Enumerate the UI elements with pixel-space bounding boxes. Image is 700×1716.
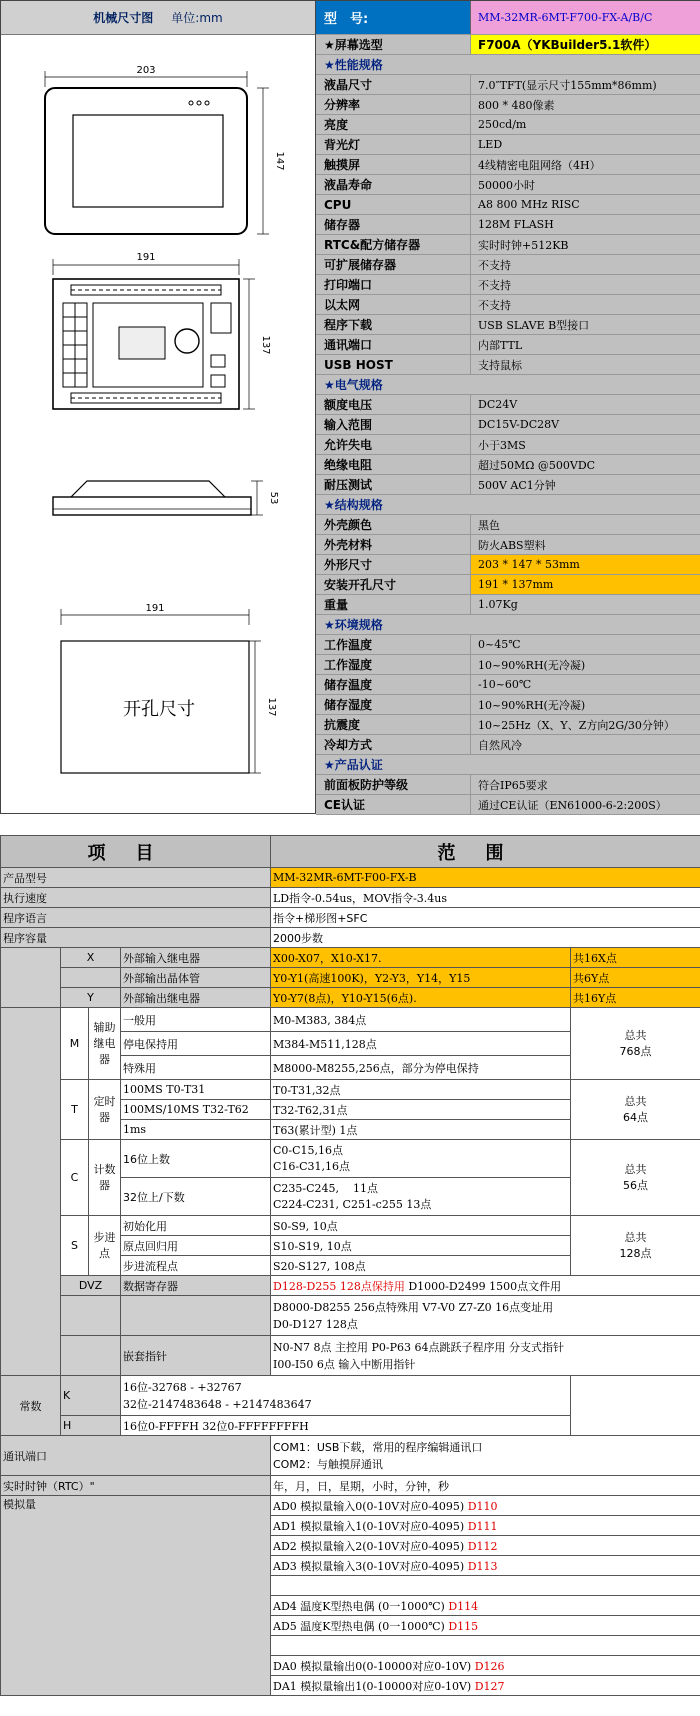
- model-value: MM-32MR-6MT-F00-FX-B: [271, 868, 700, 888]
- spec-section-title: ★性能规格: [316, 55, 700, 74]
- table-row: [1, 988, 700, 1008]
- x-total: 共16X点: [571, 948, 700, 968]
- analog-register: D115: [448, 1619, 479, 1633]
- m2-name: 停电保持用: [121, 1032, 271, 1056]
- spec-section-title: ★产品认证: [316, 755, 700, 774]
- analog-register: D126: [474, 1659, 505, 1673]
- lang-value: 指令+梯形图+SFC: [271, 908, 700, 928]
- spec-value: F700A（YKBuilder5.1软件）: [471, 35, 700, 54]
- drawing-title: 机械尺寸图: [93, 11, 154, 25]
- spec-row: [316, 775, 700, 795]
- p-value: [271, 1336, 700, 1376]
- spec-value: 自然风冷: [471, 735, 700, 754]
- spec-key: 重量: [316, 595, 471, 614]
- header-range: 范围: [271, 836, 700, 868]
- spec-row: [316, 195, 700, 215]
- spec-row: [316, 215, 700, 235]
- front-view-drawing: [45, 65, 285, 234]
- spec-row: [316, 575, 700, 595]
- spec-key: 工作温度: [316, 635, 471, 654]
- spec-row: [316, 135, 700, 155]
- s3-name: 步进流程点: [121, 1256, 271, 1276]
- table-row: [1, 1296, 700, 1336]
- spec-key: 外形尺寸: [316, 555, 471, 574]
- spec-row: [316, 75, 700, 95]
- drawing-header: [1, 1, 315, 35]
- spec-key: 输入范围: [316, 415, 471, 434]
- spec-row: [316, 595, 700, 615]
- spec-key: RTC&配方储存器: [316, 235, 471, 254]
- table-row: [1, 1336, 700, 1376]
- spec-row: [316, 635, 700, 655]
- spec-key: 储存器: [316, 215, 471, 234]
- analog-value: [271, 1616, 700, 1636]
- spec-row: [316, 515, 700, 535]
- spec-key: 可扩展储存器: [316, 255, 471, 274]
- m1-range: M0-M383, 384点: [271, 1008, 571, 1032]
- table-row: [1, 888, 700, 908]
- spec-row: [316, 155, 700, 175]
- spec-row: [316, 95, 700, 115]
- d1-value: [271, 1276, 700, 1296]
- t2-range: T32-T62,31点: [271, 1100, 571, 1120]
- spec-key: 耐压测试: [316, 475, 471, 494]
- s2-range: S10-S19, 10点: [271, 1236, 571, 1256]
- comm-label: 通讯端口: [1, 1436, 271, 1476]
- spec-value: 防火ABS塑料: [471, 535, 700, 554]
- spec-key: 打印端口: [316, 275, 471, 294]
- analog-text: AD5 温度K型热电偶 (0一1000℃): [273, 1619, 449, 1633]
- mechanical-drawings: [1, 35, 315, 813]
- rtc-label: 实时时钟（RTC）": [1, 1476, 271, 1496]
- analog-value: [271, 1676, 700, 1696]
- spec-value: 10~90%RH(无冷凝): [471, 695, 700, 714]
- side-depth-label: 53: [268, 491, 279, 505]
- spec-model-value: MM-32MR-6MT-F700-FX-A/B/C: [471, 1, 700, 34]
- spec-key: 允许失电: [316, 435, 471, 454]
- d2-line1: D8000-D8255 256点特殊用 V7-V0 Z7-Z0 16点变址用: [273, 1300, 554, 1314]
- spec-model-row: [316, 1, 700, 35]
- speed-label: 执行速度: [1, 888, 271, 908]
- d-code: DVZ: [61, 1276, 121, 1296]
- c2-range-b: C224-C231, C251-c255 13点: [273, 1197, 432, 1211]
- analog-value: [271, 1576, 700, 1596]
- p-line2: I00-I50 6点 输入中断用指针: [273, 1357, 416, 1371]
- table-row: [1, 1216, 700, 1236]
- spec-key: 抗震度: [316, 715, 471, 734]
- analog-value: [271, 1556, 700, 1576]
- spec-key: 储存温度: [316, 675, 471, 694]
- spec-key: 触摸屏: [316, 155, 471, 174]
- c2-range: [271, 1178, 571, 1216]
- m3-range: M8000-M8255,256点，部分为停电保持: [271, 1056, 571, 1080]
- k-code: K: [61, 1376, 121, 1416]
- spec-row: [316, 795, 700, 815]
- table-row: [1, 928, 700, 948]
- d2-line2: D0-D127 128点: [273, 1317, 358, 1331]
- spec-row: [316, 355, 700, 375]
- h-value: 16位0-FFFFH 32位0-FFFFFFFFH: [121, 1416, 571, 1436]
- side-view-drawing: [53, 481, 279, 515]
- spec-row: [316, 35, 700, 55]
- y-range: Y0-Y7(8点)，Y10-Y15(6点).: [271, 988, 571, 1008]
- analog-register: D112: [467, 1539, 498, 1553]
- spec-value: 203 * 147 * 53mm: [471, 555, 700, 574]
- t2-name: 100MS/10MS T32-T62: [121, 1100, 271, 1120]
- s-group: 步进点: [89, 1216, 121, 1276]
- analog-text: AD4 温度K型热电偶 (0一1000℃): [273, 1599, 449, 1613]
- s1-name: 初始化用: [121, 1216, 271, 1236]
- s-total: 总共 128点: [571, 1216, 700, 1276]
- table-row: [1, 968, 700, 988]
- lang-label: 程序语言: [1, 908, 271, 928]
- spec-row: [316, 655, 700, 675]
- y-name: 外部输出继电器: [121, 988, 271, 1008]
- m-total: 总共 768点: [571, 1008, 700, 1080]
- comm-value: [271, 1436, 700, 1476]
- spec-value: 50000小时: [471, 175, 700, 194]
- spec-key: ★屏幕选型: [316, 35, 471, 54]
- spec-value: 不支持: [471, 295, 700, 314]
- m1-name: 一般用: [121, 1008, 271, 1032]
- spec-key: 外壳材料: [316, 535, 471, 554]
- y-total: 共16Y点: [571, 988, 700, 1008]
- spec-row: [316, 535, 700, 555]
- c1-range-b: C16-C31,16点: [273, 1159, 351, 1173]
- c2-range-a: C235-C245, 11点: [273, 1181, 379, 1195]
- d1-black: D1000-D2499 1500点文件用: [404, 1279, 562, 1293]
- analog-value: [271, 1516, 700, 1536]
- p-line1: N0-N7 8点 主控用 P0-P63 64点跳跃子程序用 分支式指针: [273, 1340, 564, 1354]
- header-item: 项目: [1, 836, 271, 868]
- spec-row: [316, 295, 700, 315]
- spec-row: [316, 495, 700, 515]
- table-row: [1, 1436, 700, 1476]
- spec-key: 额度电压: [316, 395, 471, 414]
- t3-range: T63(累计型) 1点: [271, 1120, 571, 1140]
- spec-value: 128M FLASH: [471, 215, 700, 234]
- analog-text: DA0 模拟量输出0(0-10000对应0-10V): [273, 1659, 475, 1673]
- spec-value: 250cd/m: [471, 115, 700, 134]
- t-code: T: [61, 1080, 89, 1140]
- c-group: 计数器: [89, 1140, 121, 1216]
- transistor-name: 外部输出晶体管: [121, 968, 271, 988]
- table-row: [1, 868, 700, 888]
- spec-key: 通讯端口: [316, 335, 471, 354]
- m-group: 辅助继电器: [89, 1008, 121, 1080]
- spec-row: [316, 55, 700, 75]
- table-row: [1, 1140, 700, 1178]
- spec-row: [316, 375, 700, 395]
- analog-register: D110: [467, 1499, 498, 1513]
- c-code: C: [61, 1140, 89, 1216]
- spec-row: [316, 675, 700, 695]
- spec-row: [316, 475, 700, 495]
- spec-value: 不支持: [471, 275, 700, 294]
- spec-key: 绝缘电阻: [316, 455, 471, 474]
- analog-text: DA1 模拟量输出1(0-10000对应0-10V): [273, 1679, 475, 1693]
- drawing-unit: 单位:mm: [171, 11, 223, 25]
- front-height-label: 147: [274, 151, 285, 171]
- c2-name: 32位上/下数: [121, 1178, 271, 1216]
- m3-name: 特殊用: [121, 1056, 271, 1080]
- spec-key: 亮度: [316, 115, 471, 134]
- analog-register: D113: [467, 1559, 498, 1573]
- m-code: M: [61, 1008, 89, 1080]
- d-name: 数据寄存器: [121, 1276, 271, 1296]
- c1-name: 16位上数: [121, 1140, 271, 1178]
- spec-value: 0~45℃: [471, 635, 700, 654]
- spec-key: 背光灯: [316, 135, 471, 154]
- x-name: 外部输入继电器: [121, 948, 271, 968]
- k-line2: 32位-2147483648 - +2147483647: [123, 1397, 312, 1411]
- spec-value: 1.07Kg: [471, 595, 700, 614]
- spec-rows: [316, 35, 700, 815]
- spec-value: 内部TTL: [471, 335, 700, 354]
- analog-value: [271, 1656, 700, 1676]
- spec-row: [316, 315, 700, 335]
- spec-row: [316, 695, 700, 715]
- range-header-row: [1, 836, 700, 868]
- model-label: 产品型号: [1, 868, 271, 888]
- spec-value: USB SLAVE B型接口: [471, 315, 700, 334]
- spec-value: 4线精密电阻网络（4H）: [471, 155, 700, 174]
- analog-value: [271, 1496, 700, 1516]
- k-line1: 16位-32768 - +32767: [123, 1380, 242, 1394]
- table-row: [1, 908, 700, 928]
- spec-key: 工作湿度: [316, 655, 471, 674]
- k-value: [121, 1376, 571, 1416]
- m2-range: M384-M511,128点: [271, 1032, 571, 1056]
- analog-value: [271, 1636, 700, 1656]
- spec-row: [316, 335, 700, 355]
- spec-section-title: ★环境规格: [316, 615, 700, 634]
- analog-section: [1, 1496, 700, 1696]
- spec-row: [316, 415, 700, 435]
- spec-key: CPU: [316, 195, 471, 214]
- spec-row: [316, 735, 700, 755]
- analog-text: AD2 模拟量输入2(0-10V对应0-4095): [273, 1539, 468, 1553]
- spec-row: [316, 255, 700, 275]
- spec-key: 以太网: [316, 295, 471, 314]
- front-width-label: 203: [136, 65, 156, 76]
- spec-value: 500V AC1分钟: [471, 475, 700, 494]
- spec-key: USB HOST: [316, 355, 471, 374]
- cutout-width-label: 191: [145, 603, 165, 614]
- c-total: 总共 56点: [571, 1140, 700, 1216]
- analog-value: [271, 1596, 700, 1616]
- rtc-value: 年，月，日，星期，小时，分钟，秒: [271, 1476, 700, 1496]
- spec-row: [316, 715, 700, 735]
- spec-key: 安装开孔尺寸: [316, 575, 471, 594]
- analog-text: AD0 模拟量输入0(0-10V对应0-4095): [273, 1499, 468, 1513]
- back-height-label: 137: [260, 335, 271, 355]
- x-range: X00-X07，X10-X17.: [271, 948, 571, 968]
- spec-value: DC24V: [471, 395, 700, 414]
- cutout-label: 开孔尺寸: [123, 699, 195, 720]
- comm-line2: COM2：与触摸屏通讯: [273, 1457, 383, 1471]
- p-name: 嵌套指针: [121, 1336, 271, 1376]
- spec-value: DC15V-DC28V: [471, 415, 700, 434]
- spec-value: 符合IP65要求: [471, 775, 700, 794]
- spec-key: 外壳颜色: [316, 515, 471, 534]
- analog-register: D114: [448, 1599, 479, 1613]
- spec-row: [316, 395, 700, 415]
- cap-value: 2000步数: [271, 928, 700, 948]
- s2-name: 原点回归用: [121, 1236, 271, 1256]
- spec-table: [316, 1, 700, 815]
- t-group: 定时器: [89, 1080, 121, 1140]
- spec-row: [316, 555, 700, 575]
- d2-value: [271, 1296, 700, 1336]
- t3-name: 1ms: [121, 1120, 271, 1140]
- t-total: 总共 64点: [571, 1080, 700, 1140]
- table-row: [1, 1376, 700, 1416]
- analog-register: D127: [474, 1679, 505, 1693]
- spec-section-title: ★结构规格: [316, 495, 700, 514]
- spec-model-key: 型 号:: [316, 1, 471, 34]
- table-row: [1, 948, 700, 968]
- analog-text: AD1 模拟量输入1(0-10V对应0-4095): [273, 1519, 468, 1533]
- analog-register: D111: [467, 1519, 498, 1533]
- mechanical-drawing-panel: [1, 1, 316, 813]
- spec-row: [316, 435, 700, 455]
- d1-red: D128-D255 128点保持用: [273, 1279, 405, 1293]
- cutout-drawing: [61, 603, 277, 773]
- spec-value: 10~90%RH(无冷凝): [471, 655, 700, 674]
- table-row: [1, 1416, 700, 1436]
- c1-range-a: C0-C15,16点: [273, 1143, 344, 1157]
- spec-row: [316, 615, 700, 635]
- table-row: [1, 1276, 700, 1296]
- spec-value: 黑色: [471, 515, 700, 534]
- spec-row: [316, 455, 700, 475]
- spec-value: 通过CE认证（EN61000-6-2:200S）: [471, 795, 700, 814]
- table-row: [1, 1476, 700, 1496]
- s-code: S: [61, 1216, 89, 1276]
- spec-key: 液晶尺寸: [316, 75, 471, 94]
- spec-row: [316, 175, 700, 195]
- spec-row: [316, 755, 700, 775]
- spec-value: 800 * 480像素: [471, 95, 700, 114]
- analog-row: [1, 1496, 700, 1516]
- s3-range: S20-S127, 108点: [271, 1256, 571, 1276]
- spec-key: 前面板防护等级: [316, 775, 471, 794]
- back-width-label: 191: [136, 252, 156, 263]
- spec-value: A8 800 MHz RISC: [471, 195, 700, 214]
- spec-sheet: [0, 0, 700, 814]
- analog-label: 模拟量: [1, 1496, 271, 1696]
- cap-label: 程序容量: [1, 928, 271, 948]
- spec-value: 10~25Hz（X、Y、Z方向2G/30分钟）: [471, 715, 700, 734]
- analog-text: AD3 模拟量输入3(0-10V对应0-4095): [273, 1559, 468, 1573]
- transistor-range: Y0-Y1(高速100K)，Y2-Y3，Y14，Y15: [271, 968, 571, 988]
- cutout-height-label: 137: [266, 697, 277, 717]
- s1-range: S0-S9, 10点: [271, 1216, 571, 1236]
- spec-value: 7.0″TFT(显示尺寸155mm*86mm): [471, 75, 700, 94]
- spec-row: [316, 275, 700, 295]
- back-view-drawing: [53, 252, 271, 409]
- spec-key: 程序下载: [316, 315, 471, 334]
- spec-key: 液晶寿命: [316, 175, 471, 194]
- spec-value: 191 * 137mm: [471, 575, 700, 594]
- y-code: Y: [61, 988, 121, 1008]
- transistor-total: 共6Y点: [571, 968, 700, 988]
- spec-value: -10~60℃: [471, 675, 700, 694]
- comm-line1: COM1：USB下载，常用的程序编辑通讯口: [273, 1440, 483, 1454]
- spec-value: 实时时钟+512KB: [471, 235, 700, 254]
- spec-key: 储存湿度: [316, 695, 471, 714]
- spec-value: LED: [471, 135, 700, 154]
- spec-key: CE认证: [316, 795, 471, 814]
- analog-value: [271, 1536, 700, 1556]
- c1-range: [271, 1140, 571, 1178]
- spec-value: 不支持: [471, 255, 700, 274]
- t1-name: 100MS T0-T31: [121, 1080, 271, 1100]
- x-code: X: [61, 948, 121, 968]
- table-row: [1, 1080, 700, 1100]
- table-row: [1, 1008, 700, 1032]
- spec-key: 冷却方式: [316, 735, 471, 754]
- t1-range: T0-T31,32点: [271, 1080, 571, 1100]
- spec-value: 小于3MS: [471, 435, 700, 454]
- spec-value: 超过50MΩ @500VDC: [471, 455, 700, 474]
- spec-value: 支持鼠标: [471, 355, 700, 374]
- spec-key: 分辨率: [316, 95, 471, 114]
- spec-row: [316, 115, 700, 135]
- spec-section-title: ★电气规格: [316, 375, 700, 394]
- h-code: H: [61, 1416, 121, 1436]
- range-table: [0, 835, 700, 1696]
- speed-value: LD指令-0.54us，MOV指令-3.4us: [271, 888, 700, 908]
- spec-row: [316, 235, 700, 255]
- const-name: 常数: [1, 1376, 61, 1436]
